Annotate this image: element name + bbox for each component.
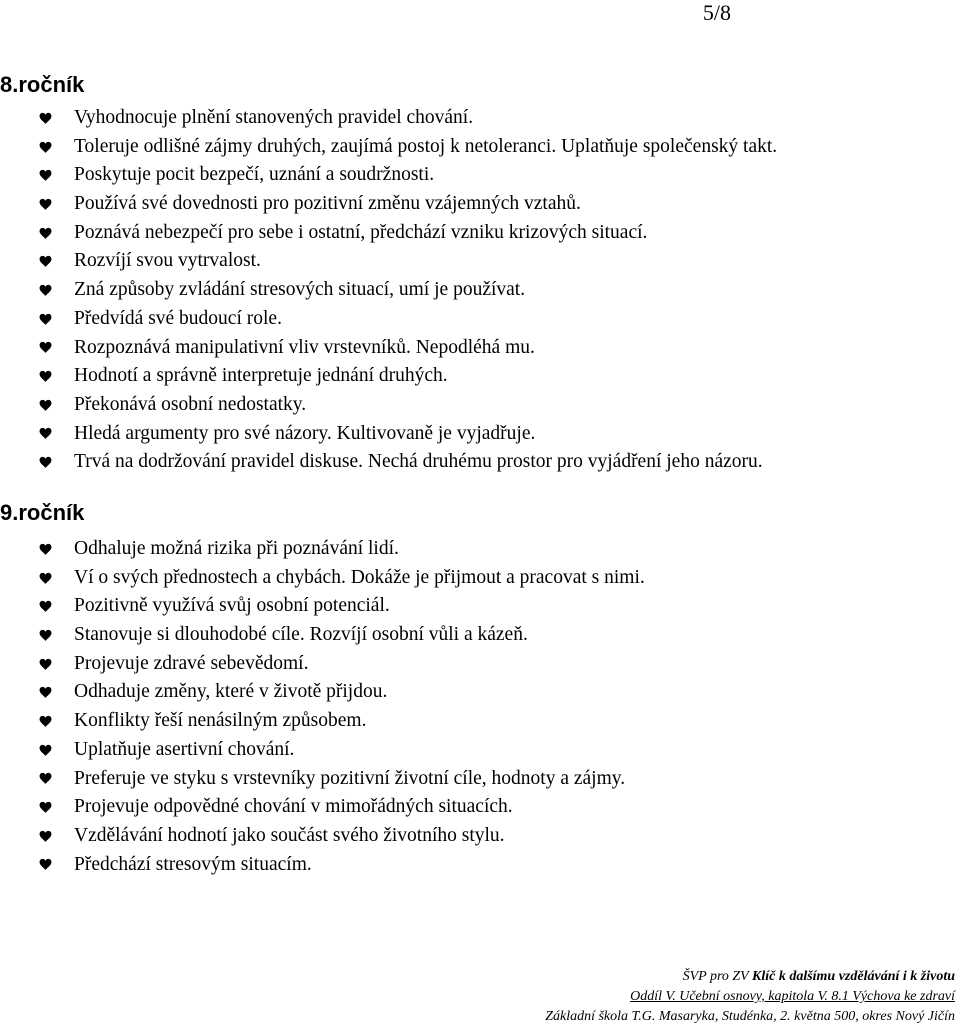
list-item (0, 420, 777, 449)
heart-icon (38, 219, 52, 248)
list-item-text: Vyhodnocuje plnění stanovených pravidel chování. (74, 107, 474, 128)
heart-icon (38, 822, 52, 851)
list-item-text: Toleruje odlišné zájmy druhých, zaujímá postoj k netoleranci. Uplatňuje společenský takt. (74, 135, 778, 157)
heart-icon (38, 448, 52, 477)
heart-icon (38, 334, 52, 363)
heart-icon (38, 678, 52, 707)
list-item (0, 851, 645, 880)
list-item-text: Rozpoznává manipulativní vliv vrstevníků. Nepodléhá mu. (74, 336, 535, 358)
heart-icon (38, 707, 52, 736)
section-heading-9-rocnik: 9.ročník (0, 500, 85, 525)
list-item-text: Používá své dovednosti pro pozitivní změnu vzájemných vztahů. (74, 193, 581, 215)
list-item-text: Stanovuje si dlouhodobé cíle. Rozvíjí osobní vůli a kázeň. (74, 624, 528, 646)
list-item-text: Hodnotí a správně interpretuje jednání druhých. (74, 365, 448, 387)
list-item-text: Projevuje zdravé sebevědomí. (74, 652, 309, 674)
heart-icon (38, 851, 52, 880)
list-item-text: Trvá na dodržování pravidel diskuse. Nechá druhému prostor pro vyjádření jeho názoru. (74, 451, 763, 473)
list-item (0, 391, 777, 420)
list-item (0, 707, 645, 736)
heart-icon (38, 391, 52, 420)
list-item-text: Předchází stresovým situacím. (74, 853, 312, 875)
list-item-text: Poznává nebezpečí pro sebe i ostatní, předchází vzniku krizových situací. (74, 221, 648, 243)
heart-icon (38, 104, 52, 133)
list-item (0, 104, 777, 133)
heart-icon (38, 276, 52, 305)
list-item (0, 678, 645, 707)
list-item-text: Pozitivně využívá svůj osobní potenciál. (74, 595, 390, 617)
list-item-text: Preferuje ve styku s vrstevníky pozitivní životní cíle, hodnoty a zájmy. (74, 767, 626, 789)
list-item-text: Zná způsoby zvládání stresových situací, umí je používat. (74, 279, 526, 301)
bullet-list-8-rocnik (0, 104, 777, 477)
list-item (0, 276, 777, 305)
list-item (0, 592, 645, 621)
page-number: 5/8 (702, 0, 731, 25)
list-item (0, 650, 645, 679)
page-footer (545, 967, 955, 1027)
list-item (0, 736, 645, 765)
list-item (0, 448, 777, 477)
list-item (0, 305, 777, 334)
list-item-text: Uplatňuje asertivní chování. (74, 738, 295, 760)
heart-icon (38, 592, 52, 621)
list-item-text: Překonává osobní nedostatky. (74, 393, 307, 415)
heart-icon (38, 362, 52, 391)
heart-icon (38, 133, 52, 162)
list-item-text: Vzdělávání hodnotí jako součást svého životního stylu. (74, 824, 505, 846)
heart-icon (38, 793, 52, 822)
heart-icon (38, 765, 52, 794)
list-item-text: Ví o svých přednostech a chybách. Dokáže je přijmout a pracovat s nimi. (74, 566, 645, 588)
heart-icon (38, 650, 52, 679)
footer-program-prefix: ŠVP pro ZV (682, 969, 752, 984)
heart-icon (38, 190, 52, 219)
heart-icon (38, 621, 52, 650)
heart-icon (38, 564, 52, 593)
list-item (0, 133, 777, 162)
heart-icon (38, 305, 52, 334)
list-item (0, 161, 777, 190)
list-item-text: Odhaduje změny, které v životě přijdou. (74, 681, 388, 703)
list-item-text: Konflikty řeší nenásilným způsobem. (74, 710, 367, 732)
heart-icon (38, 535, 52, 564)
list-item (0, 535, 645, 564)
list-item-text: Hledá argumenty pro své názory. Kultivovaně je vyjadřuje. (74, 422, 536, 444)
heart-icon (38, 736, 52, 765)
list-item (0, 564, 645, 593)
footer-section-reference: Oddíl V. Učební osnovy, kapitola V. 8.1 Výchova ke zdraví (630, 989, 955, 1004)
list-item-text: Projevuje odpovědné chování v mimořádných situacích. (74, 796, 513, 818)
list-item (0, 362, 777, 391)
heart-icon (38, 420, 52, 449)
list-item (0, 334, 777, 363)
list-item (0, 190, 777, 219)
heart-icon (38, 161, 52, 190)
footer-program-title: Klíč k dalšímu vzdělávání i k životu (751, 969, 955, 984)
list-item (0, 247, 777, 276)
list-item (0, 793, 645, 822)
section-heading-8-rocnik: 8.ročník (0, 72, 85, 97)
footer-school-address: Základní škola T.G. Masaryka, Studénka, 2. května 500, okres Nový Jičín (545, 1009, 955, 1024)
list-item-text: Rozvíjí svou vytrvalost. (74, 250, 261, 272)
list-item-text: Předvídá své budoucí role. (74, 307, 282, 329)
bullet-list-9-rocnik (0, 535, 645, 879)
list-item (0, 765, 645, 794)
list-item-text: Poskytuje pocit bezpečí, uznání a soudržnosti. (74, 164, 435, 186)
list-item (0, 219, 777, 248)
footer-line-program (545, 967, 955, 987)
list-item (0, 621, 645, 650)
heart-icon (38, 247, 52, 276)
list-item (0, 822, 645, 851)
list-item-text: Odhaluje možná rizika při poznávání lidí. (74, 538, 399, 559)
